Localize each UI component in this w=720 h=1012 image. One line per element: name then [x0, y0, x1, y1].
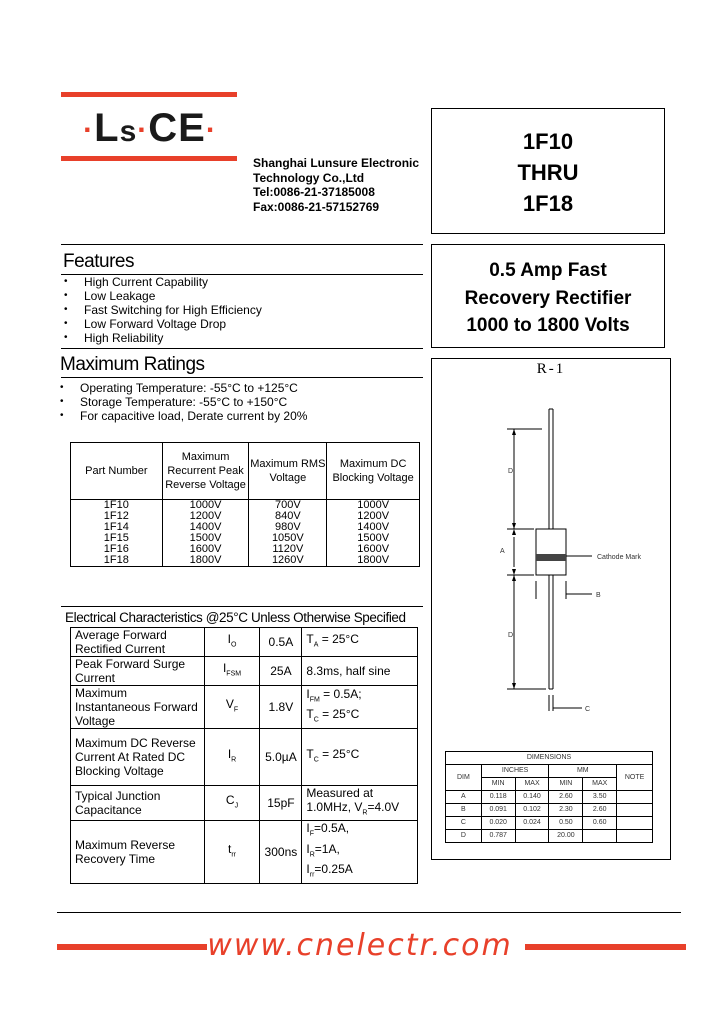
- table-row: [71, 729, 418, 786]
- logo-bar-bottom: [61, 156, 237, 161]
- cell: 0.091: [481, 804, 515, 817]
- mm-header: MM: [549, 765, 617, 778]
- cell: 700V: [249, 500, 327, 512]
- features-list: [64, 275, 262, 345]
- cell: 0.118: [481, 791, 515, 804]
- cell: 1400V: [327, 522, 420, 533]
- cell: 1600V: [327, 544, 420, 555]
- header-dc-blocking: Maximum DC Blocking Voltage: [327, 443, 420, 500]
- condition-cell: $T_A = 25^\circ C$: [302, 628, 418, 657]
- value-cell: 0.5A: [260, 628, 302, 657]
- cell: 840V: [249, 511, 327, 522]
- part-range-end: 1F18: [522, 191, 574, 216]
- cell: B: [446, 804, 482, 817]
- rating-note: • Operating Temperature: -55°C to +125°C: [60, 381, 307, 395]
- cell: 1600V: [162, 544, 249, 555]
- cell: MIN: [549, 778, 583, 791]
- table-row: [71, 821, 418, 883]
- dim-label-d-top: D: [508, 468, 514, 475]
- param-cell: Average Forward Rectified Current: [71, 628, 205, 657]
- elec-rule-top: [61, 606, 423, 607]
- part-number-box: [431, 108, 665, 234]
- part-range-thru: THRU: [517, 160, 579, 185]
- condition-cell: $T_C = 25^\circ C$: [302, 729, 418, 786]
- cell: A: [446, 791, 482, 804]
- cell: 1F18: [71, 555, 163, 567]
- company-name-line-2: Technology Co.,Ltd: [253, 170, 365, 185]
- cell: 0.787: [481, 830, 515, 843]
- dimensions-table: [445, 751, 653, 843]
- param-cell: Maximum DC Reverse Current At Rated DC Blocking Voltage: [71, 729, 205, 786]
- cell: 1F15: [71, 533, 163, 544]
- electrical-table: [70, 627, 418, 884]
- cell: 3.50: [583, 791, 617, 804]
- cell: 1F14: [71, 522, 163, 533]
- cell: 0.60: [583, 817, 617, 830]
- package-outline-box: [431, 358, 671, 860]
- dim-label-c: C: [585, 706, 591, 713]
- cell: [617, 817, 653, 830]
- symbol-cell: $V_F$: [204, 686, 260, 729]
- cell: 0.102: [515, 804, 549, 817]
- cell: MAX: [515, 778, 549, 791]
- cell: 1F12: [71, 511, 163, 522]
- header-rms: Maximum RMS Voltage: [249, 443, 327, 500]
- rating-note: • For capacitive load, Derate current by 20%: [60, 409, 307, 423]
- cell: 0.50: [549, 817, 583, 830]
- table-row: [71, 786, 418, 821]
- cell: 1F10: [71, 500, 163, 512]
- table-row: [71, 628, 418, 657]
- header-part-number: Part Number: [71, 443, 163, 500]
- dim-label-d-bottom: D: [508, 632, 514, 639]
- company-info: [253, 156, 419, 214]
- symbol-cell: $C_J$: [204, 786, 260, 821]
- table-row: [446, 830, 653, 843]
- cell: [617, 830, 653, 843]
- table-row: [71, 657, 418, 686]
- cell: 0.140: [515, 791, 549, 804]
- package-name: R-1: [536, 361, 566, 377]
- diode-outline-drawing: [432, 359, 670, 739]
- cell: 1800V: [162, 555, 249, 567]
- cell: 1260V: [249, 555, 327, 567]
- cell: 0.024: [515, 817, 549, 830]
- value-cell: 5.0µA: [260, 729, 302, 786]
- cell: 1000V: [162, 500, 249, 512]
- features-rule-top: [61, 244, 423, 245]
- param-cell: Peak Forward Surge Current: [71, 657, 205, 686]
- value-cell: 15pF: [260, 786, 302, 821]
- cell: 1F16: [71, 544, 163, 555]
- cell: C: [446, 817, 482, 830]
- value-cell: 25A: [260, 657, 302, 686]
- cell: 2.30: [549, 804, 583, 817]
- cell: 2.60: [583, 804, 617, 817]
- symbol-cell: $I_{FSM}$: [204, 657, 260, 686]
- ratings-rule-top: [61, 348, 423, 349]
- dim-header: DIM: [446, 765, 482, 791]
- ratings-rule-mid: [61, 377, 423, 378]
- symbol-cell: $I_R$: [204, 729, 260, 786]
- header-recurrent-peak: Maximum Recurrent Peak Reverse Voltage: [162, 443, 249, 500]
- condition-cell: $I_F=0.5A$, $I_R=1A$, $I_{rr}=0.25A$: [302, 821, 418, 883]
- cell: MAX: [583, 778, 617, 791]
- note-header: NOTE: [617, 765, 653, 791]
- max-ratings-title: Maximum Ratings: [60, 354, 205, 375]
- cell: 1500V: [327, 533, 420, 544]
- desc-line-3: 1000 to 1800 Volts: [466, 315, 630, 336]
- cell: MIN: [481, 778, 515, 791]
- company-tel: Tel:0086-21-37185008: [253, 185, 375, 199]
- cell: 0.020: [481, 817, 515, 830]
- features-title: Features: [63, 251, 134, 272]
- feature-item: • High Reliability: [64, 331, 262, 345]
- cell: [515, 830, 549, 843]
- value-cell: 1.8V: [260, 686, 302, 729]
- logo-bar-top: [61, 92, 237, 97]
- param-cell: Maximum Reverse Recovery Time: [71, 821, 205, 883]
- cell: 1120V: [249, 544, 327, 555]
- feature-item: • Low Leakage: [64, 289, 262, 303]
- cell: [617, 804, 653, 817]
- cell: 1800V: [327, 555, 420, 567]
- feature-item: • Low Forward Voltage Drop: [64, 317, 262, 331]
- table-row: [446, 791, 653, 804]
- cell: [617, 791, 653, 804]
- condition-cell: Measured at 1.0MHz, $V_R=4.0V$: [302, 786, 418, 821]
- value-cell: 300ns: [260, 821, 302, 883]
- cell: 1200V: [162, 511, 249, 522]
- cathode-band: [536, 554, 566, 561]
- cell: 980V: [249, 522, 327, 533]
- company-name-line-1: Shanghai Lunsure Electronic: [253, 156, 420, 170]
- table-row: [71, 686, 418, 729]
- ratings-notes: [60, 381, 307, 423]
- cell: 20.00: [549, 830, 583, 843]
- cell: 1400V: [162, 522, 249, 533]
- max-ratings-table: [70, 442, 420, 567]
- dim-label-a: A: [500, 548, 505, 555]
- condition-cell: $I_{FM} = 0.5A$; $T_C = 25^\circ C$: [302, 686, 418, 729]
- cell: 1050V: [249, 533, 327, 544]
- cell: D: [446, 830, 482, 843]
- website-url[interactable]: www.cnelectr.com: [207, 928, 513, 963]
- feature-item: • Fast Switching for High Efficiency: [64, 303, 262, 317]
- cell: [583, 830, 617, 843]
- cathode-mark-label: Cathode Mark: [597, 554, 641, 561]
- table-row: [446, 804, 653, 817]
- company-fax: Fax:0086-21-57152769: [253, 199, 380, 214]
- cell: 1000V: [327, 500, 420, 512]
- param-cell: Typical Junction Capacitance: [71, 786, 205, 821]
- footer-rule: [57, 912, 681, 913]
- condition-cell: 8.3ms, half sine: [302, 657, 418, 686]
- cell: 1500V: [162, 533, 249, 544]
- cell: 2.60: [549, 791, 583, 804]
- param-cell: Maximum Instantaneous Forward Voltage: [71, 686, 205, 729]
- table-row: [71, 555, 420, 567]
- symbol-cell: $I_O$: [204, 628, 260, 657]
- symbol-cell: $t_{rr}$: [204, 821, 260, 883]
- desc-line-1: 0.5 Amp Fast: [489, 260, 607, 281]
- rating-note: • Storage Temperature: -55°C to +150°C: [60, 395, 307, 409]
- company-logo: ·Ls·CE·: [83, 106, 217, 150]
- table-row: [446, 817, 653, 830]
- feature-item: • High Current Capability: [64, 275, 262, 289]
- dimensions-title: DIMENSIONS: [446, 752, 653, 765]
- cell: 1200V: [327, 511, 420, 522]
- desc-line-2: Recovery Rectifier: [464, 287, 632, 309]
- dim-label-b: B: [596, 592, 601, 599]
- product-description-box: [431, 244, 665, 348]
- electrical-title: Electrical Characteristics @25°C Unless Otherwise Specified: [65, 610, 406, 625]
- inches-header: INCHES: [481, 765, 549, 778]
- part-range-start: 1F10: [522, 129, 574, 154]
